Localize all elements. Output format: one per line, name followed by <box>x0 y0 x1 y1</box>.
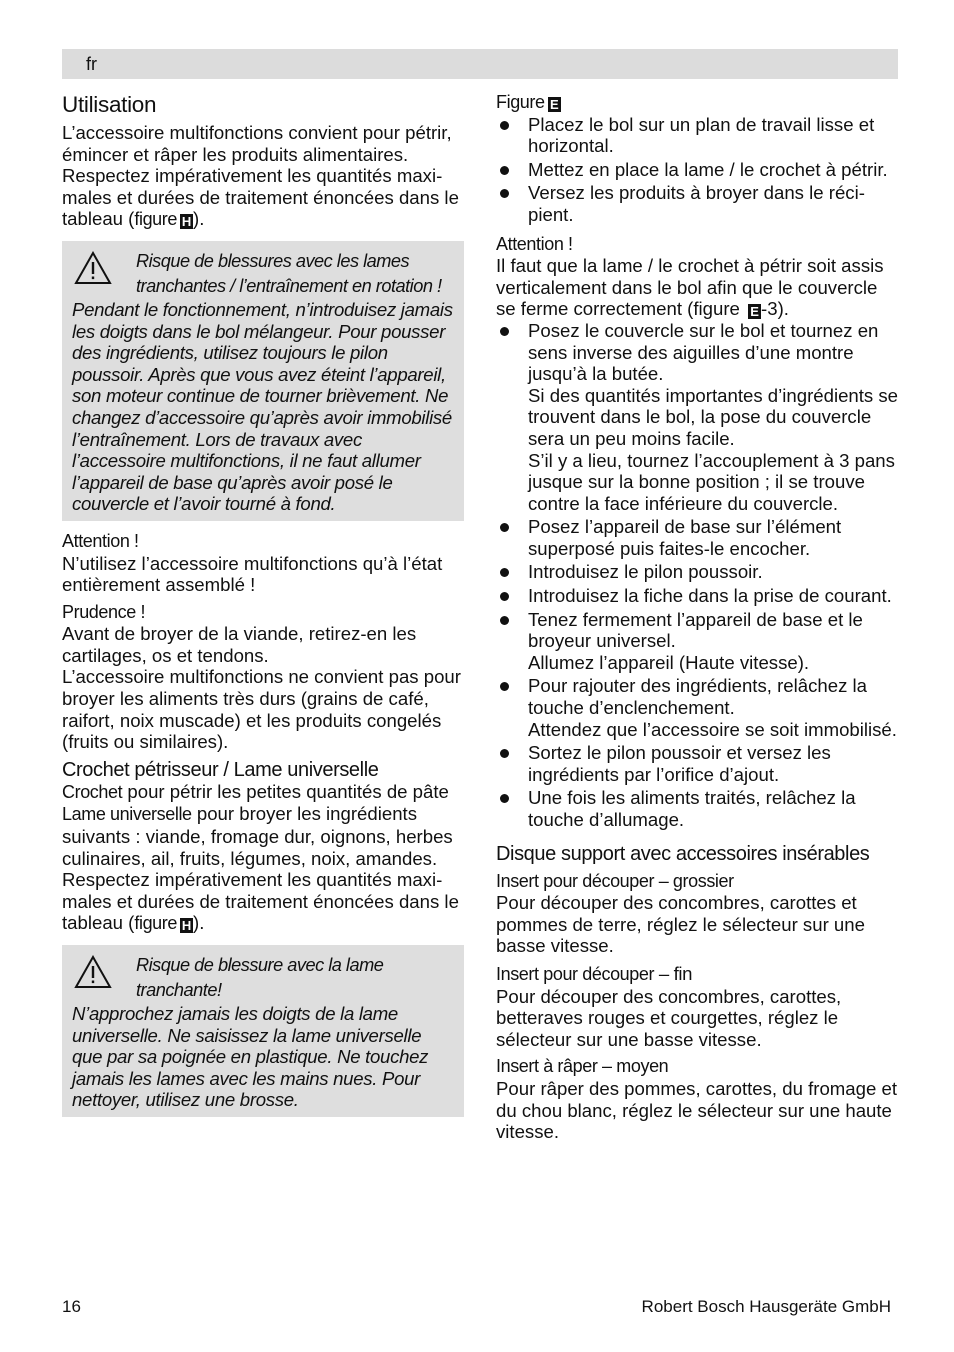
warning-box-blades <box>62 241 464 521</box>
bullet-icon <box>500 121 509 130</box>
figure-e-icon: E <box>548 97 561 112</box>
prudence-label: Prudence ! <box>62 601 146 622</box>
language-code: fr <box>86 54 97 74</box>
list-item: Une fois les aliments traités, relâchez la touche d’allumage. <box>496 787 900 830</box>
respect-paragraph-2: Respectez impérativement les quantités maximales et durées de traitement énoncées dans le tableau (figure H). <box>62 869 459 934</box>
bullet-list-2 <box>496 320 900 831</box>
attention-text: Il faut que la lame / le crochet à pétrir soit assis verticalement dans le bol afin que le couvercle se ferme correctement (figure E -3). <box>496 255 884 320</box>
warning-triangle-icon <box>74 251 112 285</box>
list-item: Mettez en place la lame / le crochet à pétrir. <box>496 159 900 181</box>
warning-body: Pendant le fonctionnement, n’introduisez jamais les doigts dans le bol mélangeur. Pour pousser des ingrédients, utilisez toujours le pilon poussoir. Après que vous avez éteint l’appareil, son moteur continue de tourner brièvement. Ne changez d’accessoire qu’après avoir immobilisé l’entraînement. Lors de travaux avec l’accessoire multifonctions, il ne faut allumer l’appareil de base qu’après avoir posé le couvercle et l’avoir tourné à fond. <box>72 298 453 515</box>
bullet-icon <box>500 616 509 625</box>
figure-e-heading: Figure E <box>496 92 900 114</box>
prudence-text-1: Avant de broyer de la viande, retirez-en les cartilages, os et tendons. <box>62 623 417 666</box>
list-item: Introduisez le pilon poussoir. <box>496 561 900 583</box>
section-title-disque: Disque support avec accessoires insérables <box>496 842 870 865</box>
list-item: Introduisez la fiche dans la prise de courant. <box>496 585 900 607</box>
list-item: Posez l’appareil de base sur l’élément superposé puis faites-le encocher. <box>496 516 900 559</box>
intro-paragraph: L’accessoire multifonctions convient pour pétrir, émincer et râper les produits alimentaires. <box>62 122 452 165</box>
insert-1-label: Insert pour découper – grossier <box>496 870 734 891</box>
bullet-icon <box>500 166 509 175</box>
language-bar <box>62 49 898 79</box>
bullet-icon <box>500 682 509 691</box>
insert-3-label: Insert à râper – moyen <box>496 1056 669 1077</box>
respect-paragraph: Respectez impérativement les quantités maximales et durées de traitement énoncées dans le tableau (figure H). <box>62 165 459 230</box>
list-item: Tenez fermement l’appareil de base et le broyeur universel. Allumez l’appareil (Haute vitesse). <box>496 609 900 674</box>
insert-2-text: Pour découper des concombres, carottes, betteraves rouges et courgettes, réglez le sélecteur sur une basse vitesse. <box>496 985 842 1050</box>
warning-title: Risque de blessure avec la lame tranchante! <box>136 955 384 1000</box>
insert-3-text: Pour râper des pommes, carottes, du fromage et du chou blanc, réglez le sélecteur sur une haute vitesse. <box>496 1077 897 1143</box>
bullet-icon <box>500 189 509 198</box>
bullet-icon <box>500 592 509 601</box>
figure-h-icon: H <box>181 918 192 934</box>
right-column <box>496 92 900 1143</box>
warning-title: Risque de blessures avec les lames tranchantes / l’entraînement en rotation ! <box>136 250 442 296</box>
list-item: Pour rajouter des ingrédients, relâchez la touche d’enclenchement. Attendez que l’accessoire se soit immobilisé. <box>496 675 900 740</box>
section-title-crochet: Crochet pétrisseur / Lame universelle <box>62 758 379 781</box>
prudence-text-2: L’accessoire multifonctions ne convient pas pour broyer les aliments très durs (grains de café, raifort, noix muscade) et les produits congelés (fruits ou similaires). <box>62 666 461 753</box>
figure-h-icon: H <box>181 214 192 230</box>
attention-label: Attention ! <box>62 530 139 551</box>
list-item: Versez les produits à broyer dans le récipient. <box>496 182 900 225</box>
list-item: Posez le couvercle sur le bol et tournez en sens inverse des aiguilles d’une montre jusqu’à la butée. Si des quantités importantes d’ingrédients se trouvent dans le bol, la pose du couvercle sera un peu moins facile. S’il y a lieu, tournez l’accouplement à 3 pans jusque sur la bonne position ; il se trouve contre la face inférieure du couvercle. <box>496 320 900 514</box>
bullet-list-1 <box>496 114 900 226</box>
crochet-paragraph: Crochet pour pétrir les petites quantités de pâte <box>62 780 449 802</box>
warning-body: N’approchez jamais les doigts de la lame universelle. Ne saisissez la lame universelle que par sa poignée en plastique. Ne touchez jamais les lames avec les mains nues. Pour nettoyer, utilisez une brosse. <box>72 1003 429 1111</box>
warning-box-blade <box>62 945 464 1117</box>
company-name: Robert Bosch Hausgeräte GmbH <box>641 1297 891 1316</box>
list-item: Placez le bol sur un plan de travail lisse et horizontal. <box>496 114 900 157</box>
page-number: 16 <box>62 1297 81 1316</box>
attention-text: N’utilisez l’accessoire multifonctions qu’à l’état entièrement assemblé ! <box>62 552 443 596</box>
bullet-icon <box>500 523 509 532</box>
bullet-icon <box>500 749 509 758</box>
bullet-icon <box>500 794 509 803</box>
list-item: Sortez le pilon poussoir et versez les ingrédients par l’orifice d’ajout. <box>496 742 900 785</box>
section-title-utilisation: Utilisation <box>62 92 157 117</box>
warning-triangle-icon <box>74 955 112 989</box>
bullet-icon <box>500 568 509 577</box>
insert-2-label: Insert pour découper – fin <box>496 962 693 984</box>
lame-paragraph: Lame universelle pour broyer les ingrédients suivants : viande, fromage dur, oignons, herbes culinaires, ail, fruits, légumes, noix, amandes. <box>62 803 453 869</box>
bullet-icon <box>500 327 509 336</box>
insert-1-text: Pour découper des concombres, carottes et pommes de terre, réglez le sélecteur sur une basse vitesse. <box>496 892 865 957</box>
attention-label: Attention ! <box>496 233 573 254</box>
left-column <box>62 92 464 1127</box>
figure-e-icon: E <box>748 304 761 319</box>
